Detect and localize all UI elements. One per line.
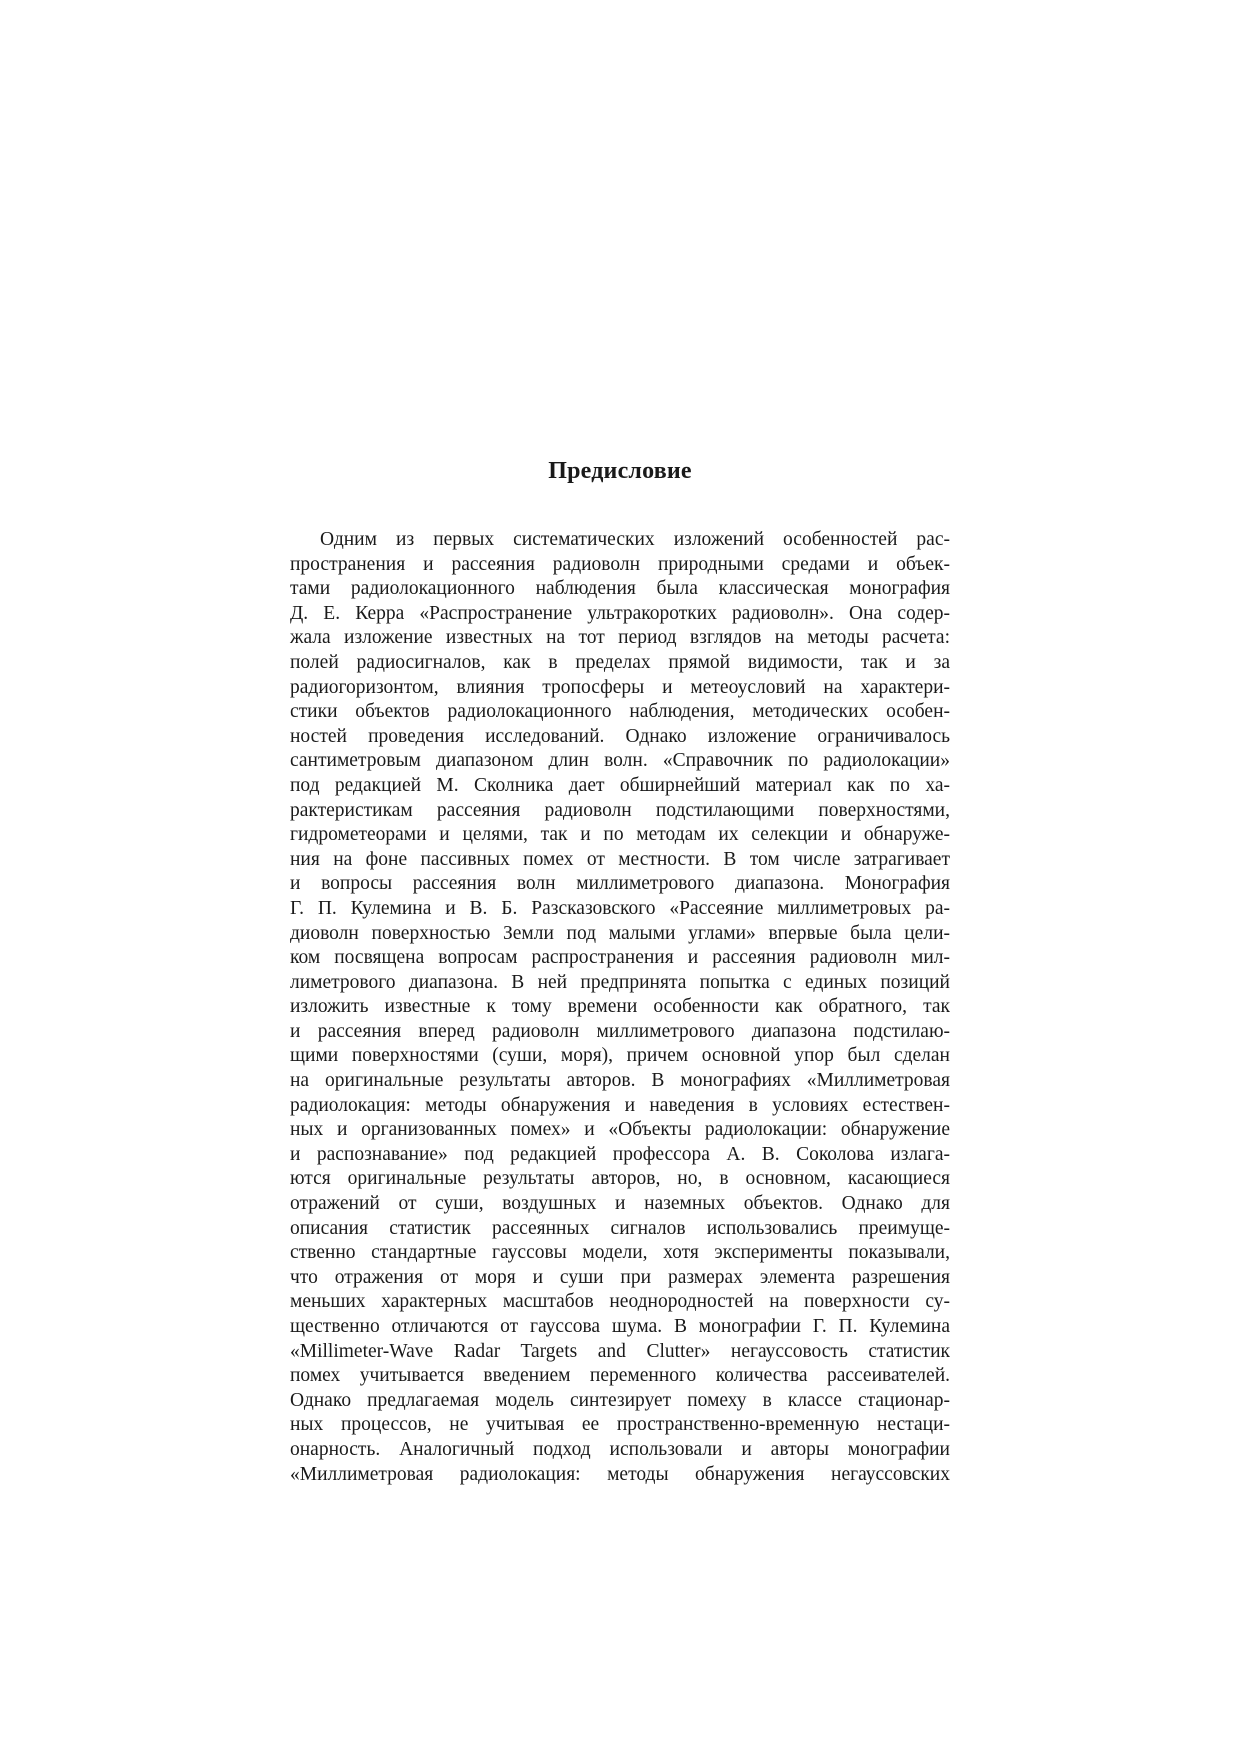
text-line: изложить известные к тому времени особенности как обратного, так	[290, 996, 950, 1018]
text-line: «Миллиметровая радиолокация: методы обнаружения негауссовских	[290, 1463, 950, 1485]
text-line: ния на фоне пассивных помех от местности. В том числе затрагивает	[290, 848, 950, 870]
text-line: и распознавание» под редакцией профессора А. В. Соколова излага-	[290, 1143, 950, 1165]
text-line: ком посвящена вопросам распространения и рассеяния радиоволн мил-	[290, 947, 950, 969]
text-line: ных процессов, не учитывая ее пространственно-временную нестаци-	[290, 1414, 950, 1436]
text-line: ных и организованных помех» и «Объекты радиолокации: обнаружение	[290, 1119, 950, 1141]
text-line: онарность. Аналогичный подход использовали и авторы монографии	[290, 1438, 950, 1460]
body-paragraph	[290, 528, 950, 1487]
text-line: щими поверхностями (суши, моря), причем основной упор был сделан	[290, 1045, 950, 1067]
text-line: меньших характерных масштабов неоднородностей на поверхности су-	[290, 1291, 950, 1313]
text-line: под редакцией М. Сколника дает обширнейший материал как по ха-	[290, 774, 950, 796]
text-line: лиметрового диапазона. В ней предпринята попытка с единых позиций	[290, 971, 950, 993]
text-line: гидрометеорами и целями, так и по методам их селекции и обнаруже-	[290, 824, 950, 846]
text-line: Г. П. Кулемина и В. Б. Разсказовского «Рассеяние миллиметровых ра-	[290, 897, 950, 919]
text-line: Однако предлагаемая модель синтезирует помеху в классе стационар-	[290, 1389, 950, 1411]
text-line: ностей проведения исследований. Однако изложение ограничивалось	[290, 725, 950, 747]
text-line: Д. Е. Керра «Распространение ультракоротких радиоволн». Она содер-	[290, 602, 950, 624]
text-line: полей радиосигналов, как в пределах прямой видимости, так и за	[290, 651, 950, 673]
text-line: помех учитывается введением переменного количества рассеивателей.	[290, 1365, 950, 1387]
text-line: радиогоризонтом, влияния тропосферы и метеоусловий на характери-	[290, 676, 950, 698]
text-line: и вопросы рассеяния волн миллиметрового диапазона. Монография	[290, 873, 950, 895]
text-line: диоволн поверхностью Земли под малыми углами» впервые была цели-	[290, 922, 950, 944]
text-line: что отражения от моря и суши при размерах элемента разрешения	[290, 1266, 950, 1288]
text-line: «Millimeter-Wave Radar Targets and Clutter» негауссовость статистик	[290, 1340, 950, 1362]
text-line: стики объектов радиолокационного наблюдения, методических особен-	[290, 701, 950, 723]
page-title: Предисловие	[548, 458, 692, 484]
text-line: и рассеяния вперед радиоволн миллиметрового диапазона подстилаю-	[290, 1020, 950, 1042]
text-line: ственно стандартные гауссовы модели, хотя эксперименты показывали,	[290, 1242, 950, 1264]
text-line: ются оригинальные результаты авторов, но, в основном, касающиеся	[290, 1168, 950, 1190]
text-line: описания статистик рассеянных сигналов использовались преимуще-	[290, 1217, 950, 1239]
text-line: жала изложение известных на тот период взглядов на методы расчета:	[290, 627, 950, 649]
text-line: радиолокация: методы обнаружения и наведения в условиях естествен-	[290, 1094, 950, 1116]
text-line: Одним из первых систематических изложений особенностей рас-	[320, 529, 950, 550]
text-line: пространения и рассеяния радиоволн природными средами и объек-	[290, 553, 950, 575]
text-line: сантиметровым диапазоном длин волн. «Справочник по радиолокации»	[290, 750, 950, 772]
text-line: на оригинальные результаты авторов. В монографиях «Миллиметровая	[290, 1070, 950, 1092]
text-line: щественно отличаются от гауссова шума. В монографии Г. П. Кулемина	[290, 1316, 950, 1337]
text-line: рактеристикам рассеяния радиоволн подстилающими поверхностями,	[290, 799, 950, 821]
text-line: тами радиолокационного наблюдения была классическая монография	[290, 578, 950, 600]
text-line: отражений от суши, воздушных и наземных объектов. Однако для	[290, 1193, 950, 1215]
